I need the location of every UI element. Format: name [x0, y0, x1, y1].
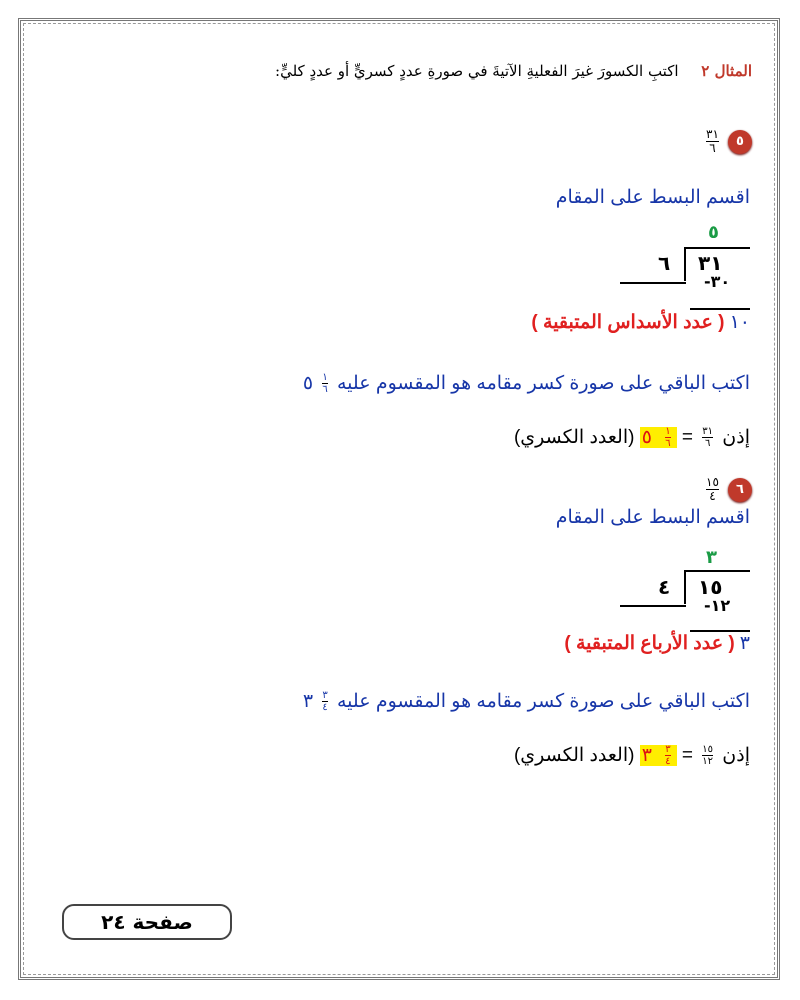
remainder-line [531, 311, 750, 334]
remainder-line [564, 632, 750, 655]
division-bar [684, 570, 750, 572]
divisor-underline [620, 605, 686, 607]
problem-number-badge: ٦ [728, 478, 752, 502]
problem-5-heading [702, 128, 752, 155]
problem-6-heading [702, 476, 752, 503]
subtract-value: ١٢- [704, 596, 731, 615]
problem-fraction: $\frac{١٥}{٤}$ [706, 475, 719, 503]
step-divide-text: اقسم البسط على المقام [555, 187, 750, 208]
highlighted-answer: $\frac{٣}{٤}$ [654, 745, 677, 766]
division-bracket [684, 570, 686, 604]
division-bracket [684, 247, 686, 281]
subtract-bar [690, 308, 750, 310]
problem-fraction: $\frac{٣١}{٦}$ [706, 127, 719, 155]
division-bar [684, 247, 750, 249]
step-divide-text: اقسم البسط على المقام [555, 507, 750, 528]
remainder: ٣ [739, 633, 750, 654]
answer-line: إذن $\frac{٣١}{٦}$ = $\frac{١}{٦}$ ٥ (العدد الكسري) [513, 426, 750, 450]
dividend: ٣١ [698, 251, 723, 275]
quotient: ٣ [706, 547, 717, 568]
example-header [275, 62, 752, 80]
page-number-badge: صفحة ٢٤ [62, 904, 232, 940]
page-border-inner [23, 23, 775, 975]
problem-number-badge: ٥ [728, 130, 752, 154]
remainder: ١٠ [729, 312, 750, 333]
answer-line: إذن $\frac{١٥}{١٢}$ = $\frac{٣}{٤}$ ٣ (العدد الكسري) [513, 744, 750, 768]
instruction-text: اكتبِ الكسورَ غيرَ الفعليةِ الآتيةَ في صورةِ عددٍ كسريٍّ أو عددٍ كليٍّ: [275, 62, 679, 80]
divisor: ٦ [658, 251, 671, 275]
remainder-note: ( عدد الأرباع المتبقية ) [564, 633, 735, 654]
dividend: ١٥ [698, 575, 723, 599]
subtract-value: ٣٠- [704, 272, 731, 291]
remainder-note: ( عدد الأسداس المتبقية ) [531, 312, 725, 333]
quotient: ٥ [708, 222, 719, 243]
divisor: ٤ [658, 575, 671, 599]
highlighted-answer: $\frac{١}{٦}$ [654, 427, 677, 448]
write-remainder-line: اكتب الباقي على صورة كسر مقامه هو المقسوم عليه $\frac{٣}{٤}$ ٣ [302, 690, 750, 714]
divisor-underline [620, 282, 686, 284]
write-remainder-line: اكتب الباقي على صورة كسر مقامه هو المقسوم عليه $\frac{١}{٦}$ ٥ [302, 372, 750, 396]
example-label: المثال ٢ [701, 62, 752, 80]
